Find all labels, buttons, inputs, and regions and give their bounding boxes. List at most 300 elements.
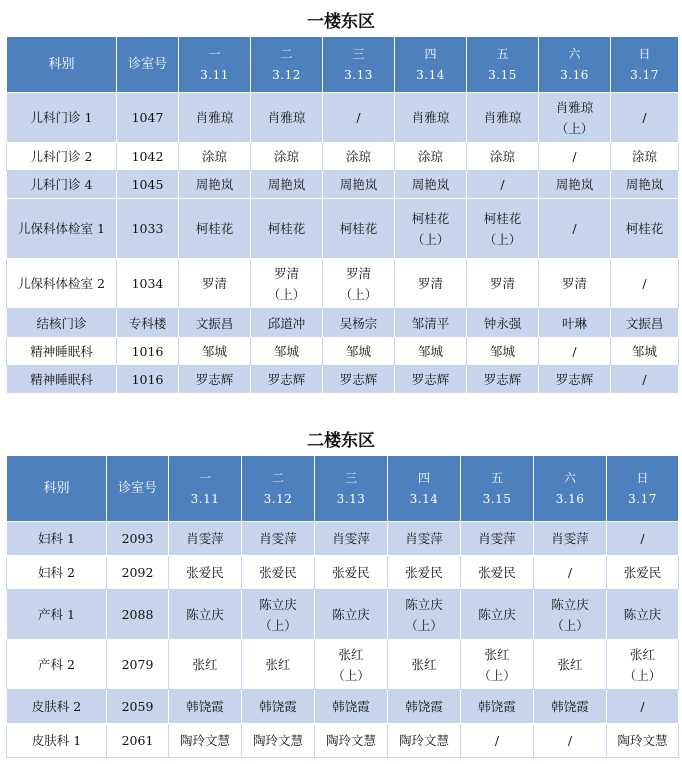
doctor-cell (179, 259, 251, 309)
doctor-name: 张红 (557, 657, 583, 672)
doctor-name: 罗志辉 (339, 372, 378, 387)
doctor-cell (388, 590, 461, 640)
floor-2-schedule-table (6, 455, 679, 758)
floor-1-east-title: 一楼东区 (307, 12, 375, 32)
doctor-name: 周艳岚 (411, 177, 450, 192)
header-day-column (179, 37, 251, 93)
doctor-cell (461, 640, 534, 690)
doctor-cell (467, 199, 539, 259)
doctor-name: 肖雯萍 (478, 531, 516, 546)
doctor-cell (169, 724, 242, 758)
doctor-name: 陶玲文慧 (325, 733, 376, 748)
room-cell: 专科楼 (117, 309, 179, 338)
session-note: （上） (259, 617, 297, 633)
doctor-cell (395, 199, 467, 259)
doctor-name: 涂琼 (201, 149, 227, 164)
doctor-name: 罗清 (201, 276, 227, 291)
doctor-cell (251, 93, 323, 143)
doctor-name: 钟永强 (483, 315, 522, 331)
dept-cell: 儿科门诊 2 (7, 143, 117, 171)
doctor-name: 陈立庆 (186, 607, 224, 622)
doctor-cell (388, 724, 461, 758)
doctor-name: 罗清 (561, 276, 587, 291)
doctor-cell (242, 590, 315, 640)
session-note: （上） (483, 231, 522, 247)
doctor-cell (539, 143, 611, 171)
doctor-name: 韩饶霞 (332, 699, 370, 714)
doctor-name: 肖雯萍 (186, 531, 224, 546)
table-row (7, 690, 679, 724)
doctor-cell (539, 309, 611, 338)
doctor-name: 张红 (192, 657, 218, 672)
doctor-cell (539, 366, 611, 394)
doctor-name: 陈立庆 (332, 607, 370, 622)
doctor-name: / (640, 531, 645, 546)
doctor-name: 陶玲文慧 (617, 733, 668, 748)
date-label: 3.12 (272, 67, 301, 82)
doctor-name: 肖雅琼 (195, 110, 234, 125)
header-room: 诊室号 (107, 456, 169, 522)
doctor-cell (169, 590, 242, 640)
doctor-cell (534, 724, 607, 758)
date-label: 3.12 (263, 491, 293, 506)
doctor-name: 肖雯萍 (259, 531, 297, 546)
doctor-cell (323, 259, 395, 309)
doctor-cell (461, 522, 534, 556)
doctor-cell (242, 724, 315, 758)
weekday-label: 日 (636, 470, 649, 485)
doctor-cell (251, 259, 323, 309)
doctor-cell (323, 366, 395, 394)
header-dept: 科别 (7, 456, 107, 522)
doctor-name: 肖雅琼 (555, 99, 594, 115)
doctor-cell (539, 199, 611, 259)
doctor-cell (467, 93, 539, 143)
doctor-cell (179, 199, 251, 259)
doctor-cell (242, 640, 315, 690)
date-label: 3.15 (488, 67, 517, 82)
doctor-cell (395, 143, 467, 171)
doctor-cell (323, 93, 395, 143)
doctor-cell (611, 93, 679, 143)
doctor-name: 罗清 (417, 276, 443, 291)
doctor-cell (323, 143, 395, 171)
dept-cell: 儿保科体检室 2 (7, 259, 117, 309)
table-row (7, 309, 679, 338)
date-label: 3.16 (555, 491, 585, 506)
dept-cell: 结核门诊 (7, 309, 117, 338)
doctor-name: / (640, 699, 645, 714)
dept-cell: 妇科 2 (7, 556, 107, 590)
doctor-cell (251, 309, 323, 338)
doctor-cell (607, 522, 679, 556)
doctor-name: 涂琼 (631, 149, 657, 164)
doctor-name: / (356, 110, 361, 125)
weekday-label: 五 (496, 46, 509, 61)
doctor-name: 罗志辉 (411, 372, 450, 387)
doctor-cell (539, 93, 611, 143)
doctor-cell (179, 338, 251, 366)
doctor-name: 张红 (629, 646, 655, 662)
doctor-cell (179, 93, 251, 143)
session-note: （上） (332, 667, 370, 683)
doctor-name: 涂琼 (345, 149, 371, 164)
date-label: 3.14 (416, 67, 445, 82)
doctor-name: 肖雯萍 (332, 531, 370, 546)
doctor-cell (607, 590, 679, 640)
header-day-column (534, 456, 607, 522)
doctor-cell (323, 171, 395, 199)
doctor-cell (395, 171, 467, 199)
doctor-name: / (572, 149, 577, 164)
weekday-label: 一 (198, 470, 211, 485)
room-cell: 2079 (107, 640, 169, 690)
table-row (7, 522, 679, 556)
session-note: （上） (551, 617, 589, 633)
doctor-cell (539, 338, 611, 366)
doctor-cell (539, 171, 611, 199)
doctor-cell (611, 143, 679, 171)
doctor-cell (607, 690, 679, 724)
header-room: 诊室号 (117, 37, 179, 93)
doctor-cell (534, 640, 607, 690)
doctor-name: 邹城 (201, 344, 227, 359)
weekday-label: 二 (280, 46, 293, 61)
doctor-name: 肖雅琼 (267, 110, 306, 125)
weekday-label: 四 (424, 46, 437, 61)
doctor-name: 周艳岚 (339, 177, 378, 192)
doctor-name: 张爱民 (478, 565, 516, 580)
date-label: 3.17 (630, 67, 659, 82)
header-day-column (242, 456, 315, 522)
doctor-cell (611, 171, 679, 199)
doctor-name: 陈立庆 (623, 607, 662, 622)
doctor-name: 韩饶霞 (186, 699, 224, 714)
doctor-name: 叶琳 (561, 315, 587, 331)
header-day-column (607, 456, 679, 522)
doctor-name: 罗志辉 (483, 372, 522, 387)
doctor-name: 张红 (338, 646, 364, 662)
doctor-name: 陈立庆 (259, 596, 297, 612)
doctor-name: 张爱民 (332, 565, 370, 580)
doctor-cell (611, 366, 679, 394)
doctor-name: 罗志辉 (267, 372, 306, 387)
weekday-label: 日 (638, 46, 651, 61)
weekday-label: 三 (344, 470, 357, 485)
doctor-name: 柯桂花 (267, 221, 306, 236)
doctor-name: 柯桂花 (195, 221, 234, 236)
doctor-cell (169, 522, 242, 556)
table-row (7, 338, 679, 366)
doctor-name: / (567, 565, 573, 580)
table-row (7, 640, 679, 690)
table-header-row (7, 37, 679, 93)
table-row (7, 556, 679, 590)
date-label: 3.11 (200, 67, 229, 82)
doctor-name: / (642, 110, 647, 125)
room-cell: 2088 (107, 590, 169, 640)
table-row (7, 590, 679, 640)
doctor-cell (607, 640, 679, 690)
weekday-label: 六 (568, 46, 581, 61)
doctor-cell (388, 556, 461, 590)
table-row (7, 93, 679, 143)
doctor-name: 陶玲文慧 (398, 733, 449, 748)
doctor-name: 罗清 (273, 265, 299, 281)
doctor-name: / (500, 177, 505, 192)
doctor-cell (179, 309, 251, 338)
doctor-cell (534, 556, 607, 590)
doctor-cell (607, 556, 679, 590)
dept-cell: 妇科 1 (7, 522, 107, 556)
room-cell: 1042 (117, 143, 179, 171)
weekday-label: 三 (352, 46, 365, 61)
doctor-name: 柯桂花 (339, 221, 378, 236)
session-note: （上） (405, 617, 443, 633)
doctor-cell (534, 522, 607, 556)
header-day-column (539, 37, 611, 93)
doctor-name: 罗清 (345, 265, 371, 281)
doctor-cell (251, 171, 323, 199)
doctor-cell (467, 143, 539, 171)
header-day-column (395, 37, 467, 93)
doctor-cell (611, 309, 679, 338)
doctor-cell (461, 556, 534, 590)
doctor-cell (315, 522, 388, 556)
doctor-name: 张红 (484, 646, 510, 662)
doctor-cell (179, 143, 251, 171)
doctor-name: 罗志辉 (555, 372, 594, 387)
doctor-cell (467, 171, 539, 199)
doctor-name: 文振昌 (625, 315, 664, 331)
doctor-cell (395, 338, 467, 366)
doctor-name: 罗志辉 (195, 372, 234, 387)
date-label: 3.13 (344, 67, 373, 82)
doctor-name: 柯桂花 (411, 210, 450, 226)
date-label: 3.16 (560, 67, 589, 82)
doctor-name: 邹城 (417, 344, 443, 359)
room-cell: 1045 (117, 171, 179, 199)
table-header-row (7, 456, 679, 522)
table-row (7, 171, 679, 199)
doctor-cell (395, 366, 467, 394)
dept-cell: 皮肤科 2 (7, 690, 107, 724)
doctor-name: 陶玲文慧 (179, 733, 230, 748)
doctor-cell (395, 259, 467, 309)
doctor-name: 张爱民 (186, 565, 224, 580)
doctor-cell (251, 338, 323, 366)
doctor-name: 周艳岚 (625, 177, 664, 192)
doctor-cell (169, 640, 242, 690)
doctor-cell (323, 309, 395, 338)
doctor-cell (251, 366, 323, 394)
weekday-label: 六 (563, 470, 576, 485)
room-cell: 1016 (117, 338, 179, 366)
weekday-label: 二 (271, 470, 284, 485)
dept-cell: 儿科门诊 1 (7, 93, 117, 143)
doctor-name: / (572, 344, 577, 359)
table-row (7, 199, 679, 259)
doctor-name: 张红 (265, 657, 291, 672)
doctor-cell (315, 590, 388, 640)
doctor-cell (607, 724, 679, 758)
doctor-cell (169, 690, 242, 724)
doctor-cell (611, 338, 679, 366)
dept-cell: 精神睡眠科 (7, 366, 117, 394)
doctor-name: 邹城 (345, 344, 371, 359)
doctor-cell (315, 724, 388, 758)
room-cell: 2059 (107, 690, 169, 724)
doctor-name: 邹城 (631, 344, 657, 359)
header-dept: 科别 (7, 37, 117, 93)
table-row (7, 259, 679, 309)
doctor-name: 涂琼 (489, 149, 515, 164)
session-note: （上） (267, 286, 306, 302)
doctor-name: 涂琼 (417, 149, 443, 164)
doctor-name: 邹城 (273, 344, 299, 359)
header-day-column (251, 37, 323, 93)
doctor-name: / (567, 733, 573, 748)
doctor-name: 张红 (411, 657, 437, 672)
date-label: 3.13 (336, 491, 366, 506)
date-label: 3.15 (482, 491, 512, 506)
dept-cell: 儿保科体检室 1 (7, 199, 117, 259)
doctor-name: 韩饶霞 (478, 699, 516, 714)
doctor-name: 文振昌 (195, 315, 234, 331)
doctor-cell (323, 338, 395, 366)
doctor-cell (534, 590, 607, 640)
room-cell: 1047 (117, 93, 179, 143)
date-label: 3.17 (628, 491, 657, 506)
doctor-cell (179, 171, 251, 199)
doctor-name: 张爱民 (259, 565, 297, 580)
weekday-label: 一 (208, 46, 221, 61)
header-day-column (467, 37, 539, 93)
doctor-name: 涂琼 (273, 149, 299, 164)
doctor-cell (315, 640, 388, 690)
doctor-cell (242, 690, 315, 724)
doctor-cell (242, 556, 315, 590)
doctor-name: 韩饶霞 (405, 699, 443, 714)
room-cell: 1033 (117, 199, 179, 259)
doctor-name: 肖雅琼 (483, 110, 522, 125)
weekday-label: 四 (417, 470, 430, 485)
table-row (7, 366, 679, 394)
doctor-name: / (642, 372, 647, 387)
doctor-cell (242, 522, 315, 556)
doctor-cell (395, 309, 467, 338)
doctor-name: 周艳岚 (267, 177, 306, 192)
doctor-cell (251, 143, 323, 171)
doctor-name: / (494, 733, 500, 748)
doctor-name: / (572, 221, 577, 236)
doctor-name: 柯桂花 (483, 210, 522, 226)
dept-cell: 产科 1 (7, 590, 107, 640)
doctor-cell (169, 556, 242, 590)
doctor-cell (388, 640, 461, 690)
doctor-cell (395, 93, 467, 143)
doctor-name: 陈立庆 (405, 596, 443, 612)
doctor-name: 张爱民 (623, 565, 662, 580)
session-note: （上） (339, 286, 378, 302)
session-note: （上） (555, 120, 594, 136)
doctor-cell (461, 690, 534, 724)
doctor-name: 陈立庆 (551, 596, 589, 612)
table-row (7, 724, 679, 758)
floor-1-schedule-table (6, 36, 679, 394)
doctor-name: 周艳岚 (555, 177, 594, 192)
doctor-name: 周艳岚 (195, 177, 234, 192)
doctor-cell (539, 259, 611, 309)
weekday-label: 五 (490, 470, 503, 485)
doctor-cell (611, 259, 679, 309)
doctor-cell (461, 590, 534, 640)
doctor-cell (467, 366, 539, 394)
room-cell: 1034 (117, 259, 179, 309)
doctor-name: 肖雯萍 (405, 531, 443, 546)
doctor-cell (388, 690, 461, 724)
room-cell: 2093 (107, 522, 169, 556)
doctor-name: / (642, 276, 647, 291)
doctor-cell (461, 724, 534, 758)
doctor-name: 罗清 (489, 276, 515, 291)
room-cell: 1016 (117, 366, 179, 394)
doctor-cell (323, 199, 395, 259)
header-day-column (388, 456, 461, 522)
doctor-name: 邱道冲 (267, 315, 306, 331)
doctor-name: 韩饶霞 (259, 699, 297, 714)
doctor-cell (251, 199, 323, 259)
doctor-name: 柯桂花 (625, 221, 664, 236)
doctor-name: 韩饶霞 (551, 699, 589, 714)
doctor-name: 陈立庆 (478, 607, 516, 622)
header-day-column (169, 456, 242, 522)
header-day-column (315, 456, 388, 522)
doctor-cell (179, 366, 251, 394)
doctor-name: 肖雅琼 (411, 110, 450, 125)
session-note: （上） (411, 231, 450, 247)
doctor-name: 陶玲文慧 (252, 733, 303, 748)
doctor-cell (467, 309, 539, 338)
doctor-cell (315, 556, 388, 590)
doctor-cell (611, 199, 679, 259)
dept-cell: 皮肤科 1 (7, 724, 107, 758)
dept-cell: 儿科门诊 4 (7, 171, 117, 199)
doctor-name: 吴杨宗 (339, 315, 378, 331)
doctor-cell (315, 690, 388, 724)
header-day-column (323, 37, 395, 93)
doctor-cell (467, 259, 539, 309)
doctor-name: 张爱民 (405, 565, 443, 580)
room-cell: 2061 (107, 724, 169, 758)
doctor-name: 邹清平 (411, 315, 450, 331)
table-row (7, 143, 679, 171)
floor-2-east-title: 二楼东区 (307, 431, 375, 451)
doctor-name: 肖雯萍 (551, 531, 589, 546)
doctor-cell (388, 522, 461, 556)
header-day-column (611, 37, 679, 93)
doctor-cell (467, 338, 539, 366)
session-note: （上） (478, 667, 516, 683)
room-cell: 2092 (107, 556, 169, 590)
date-label: 3.11 (190, 491, 220, 506)
doctor-name: 邹城 (489, 344, 515, 359)
dept-cell: 精神睡眠科 (7, 338, 117, 366)
header-day-column (461, 456, 534, 522)
session-note: （上） (623, 667, 662, 683)
dept-cell: 产科 2 (7, 640, 107, 690)
doctor-cell (534, 690, 607, 724)
